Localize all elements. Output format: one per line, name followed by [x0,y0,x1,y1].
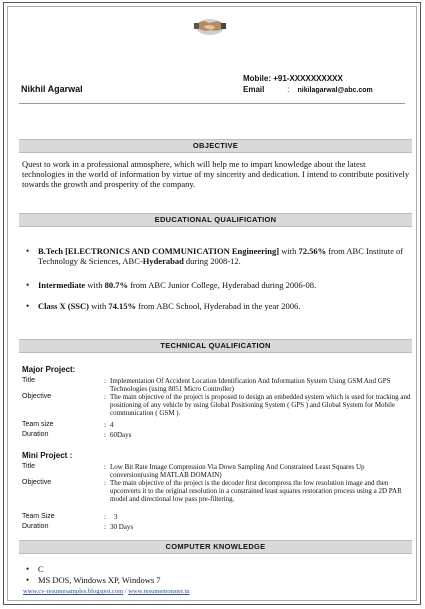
degree-score: 80.7% [104,280,128,290]
resume-page [3,2,421,605]
education-heading: EDUCATIONAL QUALIFICATION [19,213,412,227]
major-team-sep: : [104,421,106,429]
technical-heading: TECHNICAL QUALIFICATION [19,339,412,353]
email-row [243,85,373,96]
degree-name: Intermediate [38,280,86,290]
computer-item-text: MS DOS, Windows XP, Windows 7 [38,575,161,585]
major-duration-row [22,431,414,439]
mini-team-sep: : [104,513,106,521]
email-value[interactable]: nikilagarwal@abc.com [297,87,373,94]
major-title-label: Title [22,377,35,384]
footer-separator: / [123,588,129,595]
major-duration-sep: : [104,431,106,439]
mobile-row [243,74,373,85]
footer-links [23,588,190,595]
mini-objective-row [22,479,414,503]
contact-block [243,74,373,96]
major-title-row [22,377,414,393]
mini-duration-value: 30 Days [110,523,134,531]
bullet-icon: • [26,246,30,256]
mobile-label: Mobile: [243,74,271,83]
institute-text: from ABC Institute of Technology & Sciences, ABC- [38,246,404,266]
mini-title-row [22,463,414,479]
major-duration-label: Duration [22,431,49,438]
objective-text: Quest to work in a professional atmosphere, which will help me to impart knowledge about the latest technologies in the world of information by virtue of my sincerity and dedication. I intend to contribute positively towards the growth and prosperity of the company. [22,159,410,189]
mini-title-label: Title [22,463,35,470]
degree-name: B.Tech [ELECTRONICS AND COMMUNICATION Engineering] [38,246,280,256]
institute-text: from ABC Junior College, Hyderabad during 2006-08. [127,280,317,290]
mini-objective-value: The main objective of the project is the decoder first decompress the low resolution image and then upconverts it to the original resolution in a constrained least squares restoration process using a 2D PAR model and directional low pass pre-filtering. [110,479,402,503]
bullet-icon: • [26,564,30,574]
major-title-sep: : [104,377,106,385]
mini-team-value: 3 [114,513,118,521]
mini-duration-sep: : [104,523,106,531]
degree-name: Class X (SSC) [38,301,90,311]
with-text: with [85,280,105,290]
education-item [26,246,406,266]
major-objective-sep: : [104,393,106,401]
mini-title-sep: : [104,463,106,471]
email-label: Email [243,85,265,94]
major-project-heading: Major Project: [22,365,76,374]
footer-link-blog[interactable]: www.cv-resumesamples.blogspot.com [23,588,124,595]
major-team-row [22,421,414,429]
mini-team-row [22,513,414,521]
major-objective-row [22,393,414,417]
mini-project-heading: Mini Project : [22,451,73,460]
major-team-value: 4 [110,421,114,429]
header-divider [19,103,405,104]
computer-heading: COMPUTER KNOWLEDGE [19,540,412,554]
bullet-icon: • [26,301,30,311]
computer-item [26,575,406,585]
bullet-icon: • [26,280,30,290]
major-title-value: Implementation Of Accident Location Identification And Information System Using GSM And GPS Technologies (using 8051 Micro Controller) [110,377,391,393]
mini-duration-label: Duration [22,523,49,530]
major-objective-label: Objective [22,393,52,400]
mini-team-label: Team Size [22,513,55,520]
mobile-value: +91-XXXXXXXXXX [273,74,343,83]
mini-objective-sep: : [104,479,106,487]
objective-heading: OBJECTIVE [19,139,412,153]
mini-duration-row [22,523,414,531]
period-text: during 2008-12. [183,256,241,266]
major-objective-value: The main objective of the project is proposed to design an embedded system which is used for tracking and positioning of any vehicle by using Global Positioning System ( GPS ) and Global System for Mobile communication ( GSM ). [110,393,411,417]
major-duration-value: 60Days [110,431,132,439]
education-item [26,301,406,311]
mini-title-value: Low Bit Rate Image Compression Via Down Sampling And Constrained Least Squares Up conversion(using MATLAB DOMAIN) [110,463,365,479]
email-separator: : [287,85,290,94]
candidate-name: Nikhil Agarwal [21,84,83,94]
with-text: with [89,301,109,311]
degree-score: 74.15% [108,301,137,311]
institute-text: from ABC School, Hyderabad in the year 2006. [136,301,301,311]
bullet-icon: • [26,575,30,585]
computer-item-text: C [38,564,44,574]
institute-city: Hyderabad [142,256,184,266]
education-item [26,280,406,290]
with-text: with [279,246,299,256]
degree-score: 72.56% [298,246,327,256]
computer-item [26,564,406,574]
footer-link-site[interactable]: www.resumemonster.in [128,588,190,595]
major-team-label: Team size [22,421,54,428]
handshake-logo-icon [194,15,226,37]
mini-objective-label: Objective [22,479,52,486]
